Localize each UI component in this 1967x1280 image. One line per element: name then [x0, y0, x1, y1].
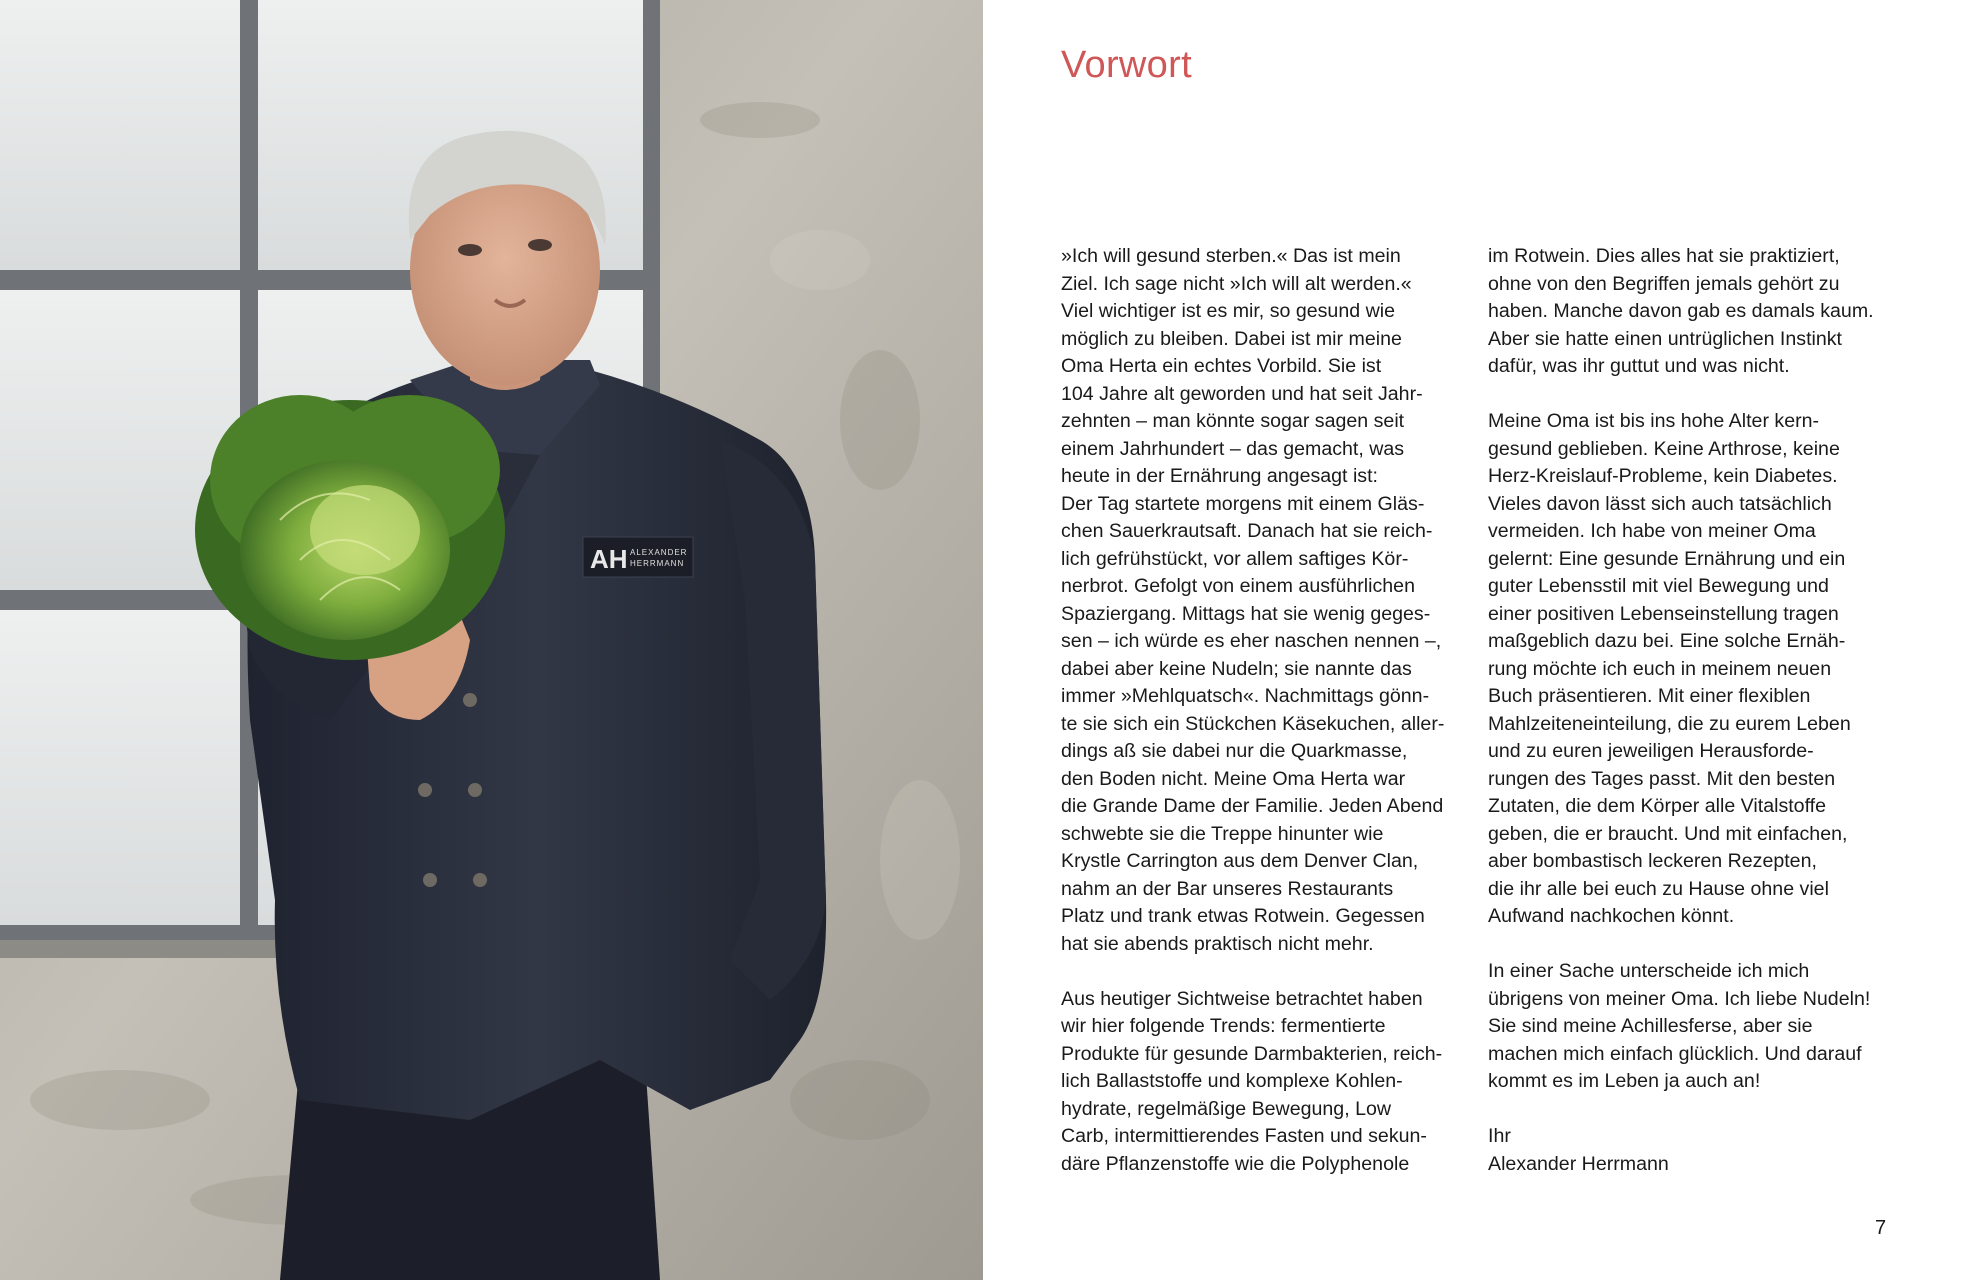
signature-salutation: Ihr: [1488, 1125, 1511, 1147]
paragraph: In einer Sache unterscheide ich mich übrigens von meiner Oma. Ich liebe Nudeln! Sie sind meine Achillesferse, aber sie machen mich einfach glücklich. Und darauf kommt es im Leben ja auch an!: [1488, 960, 1871, 1092]
paragraph: »Ich will gesund sterben.« Das ist mein Ziel. Ich sage nicht »Ich will alt werden.« Viel wichtiger ist es mir, so gesund wie möglich zu bleiben. Dabei ist mir meine Oma Herta ein echtes Vorbild. Sie ist 104 Jahre alt geworden und hat seit Jahr- zehnten – man könnte sogar sagen seit einem Jahrhundert – das gemacht, was heute in der Ernährung angesagt ist: Der Tag startete morgens mit einem Gläs- chen Sauerkrautsaft. Danach hat sie reich- lich gefrühstückt, vor allem saftiges Kör- nerbrot. Gefolgt von einem ausführlichen Spaziergang. Mittags hat sie wenig geges- sen – ich würde es eher naschen nennen –, dabei aber keine Nudeln; sie nannte das immer »Mehlquatsch«. Nachmittags gönn- te sie sich ein Stückchen Käsekuchen, aller- dings aß sie dabei nur die Quarkmasse, den Boden nicht. Meine Oma Herta war die Grande Dame der Familie. Jeden Abend schwebte sie die Treppe hinunter wie Krystle Carrington aus dem Denver Clan, nahm an der Bar unseres Restaurants Platz und trank etwas Rotwein. Gegessen hat sie abends praktisch nicht mehr.: [1061, 245, 1445, 955]
chef-photo: [0, 0, 983, 1280]
badge-monogram: AH: [590, 544, 628, 574]
page-number: 7: [1875, 1217, 1887, 1239]
savoy-cabbage: [195, 395, 505, 660]
badge-name-line2: HERRMANN: [630, 559, 685, 568]
chapter-heading: Vorwort: [1061, 44, 1192, 86]
paragraph: Meine Oma ist bis ins hohe Alter kern- gesund geblieben. Keine Arthrose, keine Herz-Kreislauf-Probleme, kein Diabetes. Vieles davon lässt sich auch tatsächlich vermeiden. Ich habe von meiner Oma gelernt: Eine gesunde Ernährung und ein guter Lebensstil mit viel Bewegung und einer positiven Lebenseinstellung tragen maßgeblich dazu bei. Eine solche Ernäh- rung möchte ich euch in meinem neuen Buch präsentieren. Mit einer flexiblen Mahlzeiteneinteilung, die zu eurem Leben und zu euren jeweiligen Herausforde- rungen des Tages passt. Mit den besten Zutaten, die dem Körper alle Vitalstoffe geben, die er braucht. Und mit einfachen, aber bombastisch leckeren Rezepten, die ihr alle bei euch zu Hause ohne viel Aufwand nachkochen könnt.: [1488, 410, 1851, 927]
paragraph: im Rotwein. Dies alles hat sie praktiziert, ohne von den Begriffen jemals gehört zu haben. Manche davon gab es damals kaum. Aber sie hatte einen untrüglichen Instinkt dafür, was ihr guttut und was nicht.: [1488, 245, 1874, 377]
text-column-left: [1061, 243, 1473, 1206]
badge-name-line1: ALEXANDER: [630, 548, 688, 557]
signature-name: Alexander Herrmann: [1488, 1152, 1669, 1175]
text-column-right: [1488, 243, 1900, 1178]
paragraph: Aus heutiger Sichtweise betrachtet haben wir hier folgende Trends: fermentierte Produkte für gesunde Darmbakterien, reich- lich Ballaststoffe und komplexe Kohlen- hydrate, regelmäßige Bewegung, Low Carb, intermittierendes Fasten und sekun- däre Pflanzenstoffe wie die Polyphenole: [1061, 987, 1443, 1175]
jacket-name-badge: [583, 537, 693, 577]
